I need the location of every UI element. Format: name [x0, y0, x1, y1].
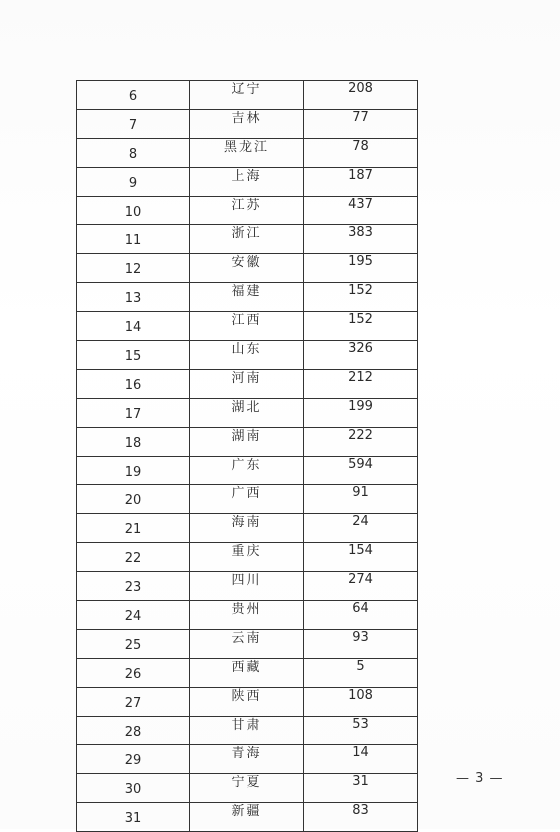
table-row — [77, 427, 418, 456]
row-value: 274 — [304, 572, 418, 601]
province-name: 福建 — [190, 283, 304, 312]
row-value: 195 — [304, 254, 418, 283]
table-row — [77, 81, 418, 110]
row-value: 53 — [304, 716, 418, 745]
province-name: 吉林 — [190, 109, 304, 138]
row-number: 29 — [77, 745, 190, 774]
province-name: 新疆 — [190, 803, 304, 832]
province-name: 黑龙江 — [190, 138, 304, 167]
row-number: 8 — [77, 138, 190, 167]
row-value: 594 — [304, 456, 418, 485]
table-row — [77, 138, 418, 167]
province-name: 河南 — [190, 369, 304, 398]
province-name: 湖南 — [190, 427, 304, 456]
row-number: 11 — [77, 225, 190, 254]
table-row — [77, 398, 418, 427]
row-number: 20 — [77, 485, 190, 514]
table-row — [77, 225, 418, 254]
row-number: 17 — [77, 398, 190, 427]
province-name: 重庆 — [190, 543, 304, 572]
row-value: 199 — [304, 398, 418, 427]
row-number: 22 — [77, 543, 190, 572]
province-name: 贵州 — [190, 601, 304, 630]
table-row — [77, 629, 418, 658]
table-row — [77, 167, 418, 196]
row-number: 10 — [77, 196, 190, 225]
province-name: 陕西 — [190, 687, 304, 716]
province-name: 云南 — [190, 629, 304, 658]
row-value: 152 — [304, 283, 418, 312]
row-value: 14 — [304, 745, 418, 774]
province-table — [76, 80, 417, 832]
table-body — [77, 81, 418, 832]
row-value: 78 — [304, 138, 418, 167]
row-number: 24 — [77, 601, 190, 630]
table-row — [77, 803, 418, 832]
province-name: 江西 — [190, 312, 304, 341]
table-row — [77, 687, 418, 716]
row-value: 83 — [304, 803, 418, 832]
row-number: 26 — [77, 658, 190, 687]
table-row — [77, 601, 418, 630]
table-row — [77, 572, 418, 601]
province-name: 浙江 — [190, 225, 304, 254]
table-row — [77, 456, 418, 485]
row-value: 5 — [304, 658, 418, 687]
table-row — [77, 716, 418, 745]
table-row — [77, 341, 418, 370]
table-row — [77, 312, 418, 341]
table-row — [77, 658, 418, 687]
row-value: 187 — [304, 167, 418, 196]
row-value: 24 — [304, 514, 418, 543]
table-row — [77, 745, 418, 774]
row-value: 77 — [304, 109, 418, 138]
table-row — [77, 254, 418, 283]
province-name: 江苏 — [190, 196, 304, 225]
table-row — [77, 369, 418, 398]
table-row — [77, 774, 418, 803]
province-name: 青海 — [190, 745, 304, 774]
table-row — [77, 196, 418, 225]
page-number: — 3 — — [456, 771, 504, 786]
row-value: 326 — [304, 341, 418, 370]
province-name: 海南 — [190, 514, 304, 543]
row-number: 19 — [77, 456, 190, 485]
row-number: 12 — [77, 254, 190, 283]
data-table — [76, 80, 418, 832]
province-name: 安徽 — [190, 254, 304, 283]
row-number: 14 — [77, 312, 190, 341]
table-row — [77, 283, 418, 312]
row-number: 7 — [77, 109, 190, 138]
row-number: 16 — [77, 369, 190, 398]
province-name: 甘肃 — [190, 716, 304, 745]
row-number: 13 — [77, 283, 190, 312]
province-name: 湖北 — [190, 398, 304, 427]
province-name: 广东 — [190, 456, 304, 485]
row-value: 437 — [304, 196, 418, 225]
row-number: 25 — [77, 629, 190, 658]
row-value: 31 — [304, 774, 418, 803]
row-number: 15 — [77, 341, 190, 370]
row-value: 64 — [304, 601, 418, 630]
row-number: 27 — [77, 687, 190, 716]
row-number: 6 — [77, 81, 190, 110]
table-row — [77, 109, 418, 138]
table-row — [77, 543, 418, 572]
table-row — [77, 485, 418, 514]
row-value: 383 — [304, 225, 418, 254]
row-value: 154 — [304, 543, 418, 572]
row-number: 18 — [77, 427, 190, 456]
row-value: 212 — [304, 369, 418, 398]
row-value: 208 — [304, 81, 418, 110]
row-number: 23 — [77, 572, 190, 601]
row-value: 91 — [304, 485, 418, 514]
row-number: 31 — [77, 803, 190, 832]
province-name: 上海 — [190, 167, 304, 196]
row-value: 152 — [304, 312, 418, 341]
province-name: 山东 — [190, 341, 304, 370]
province-name: 宁夏 — [190, 774, 304, 803]
row-number: 21 — [77, 514, 190, 543]
row-number: 30 — [77, 774, 190, 803]
row-value: 222 — [304, 427, 418, 456]
province-name: 四川 — [190, 572, 304, 601]
table-row — [77, 514, 418, 543]
province-name: 西藏 — [190, 658, 304, 687]
province-name: 辽宁 — [190, 81, 304, 110]
row-value: 108 — [304, 687, 418, 716]
row-value: 93 — [304, 629, 418, 658]
row-number: 9 — [77, 167, 190, 196]
province-name: 广西 — [190, 485, 304, 514]
row-number: 28 — [77, 716, 190, 745]
